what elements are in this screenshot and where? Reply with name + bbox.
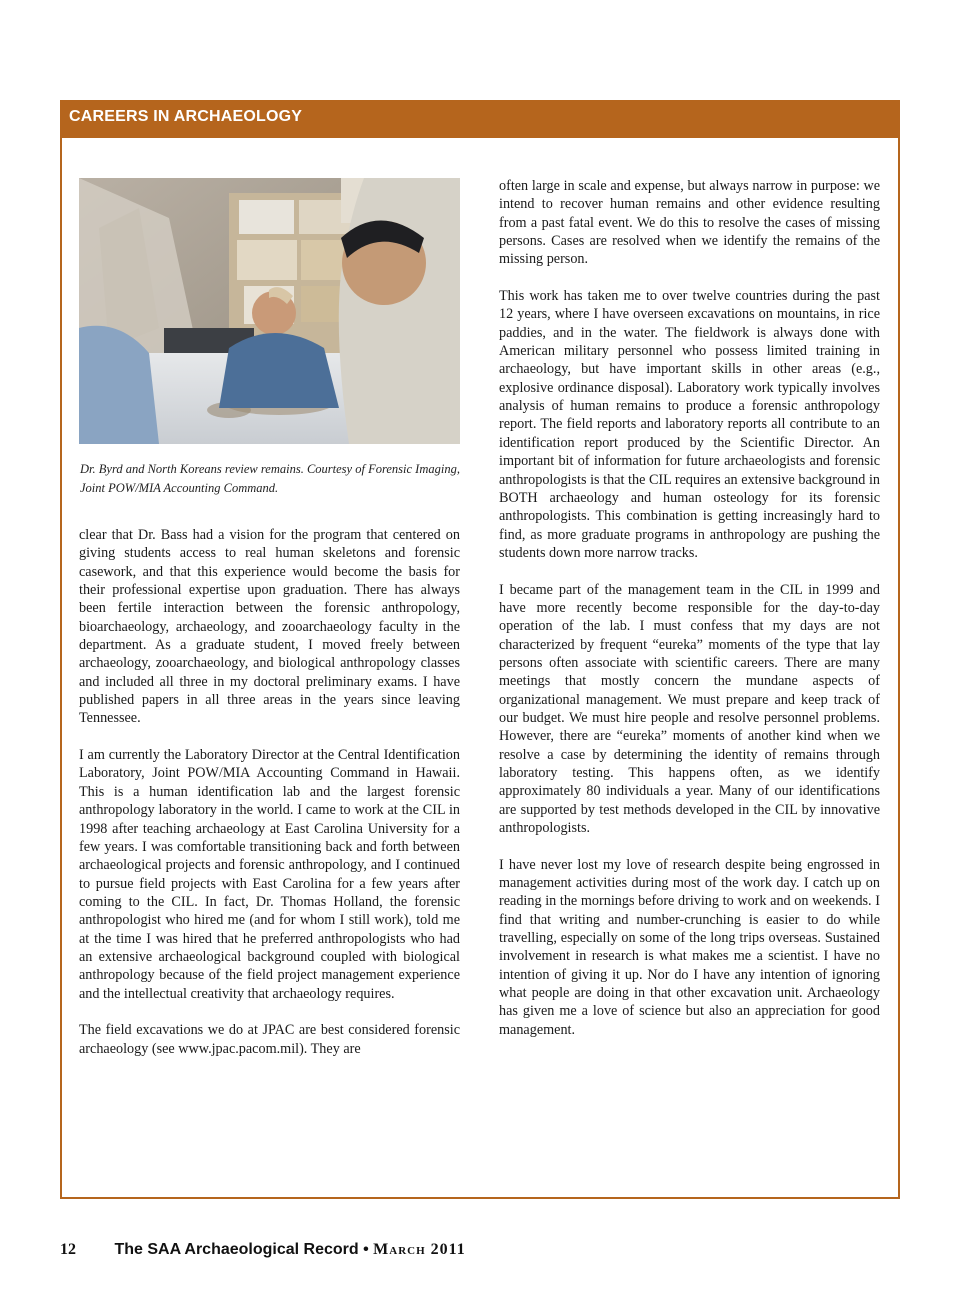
left-paragraph-1: clear that Dr. Bass had a vision for the program that centered on giving students access to real human skeletons and forensic casework, and that this experience would become the basis for their professional expertise upon graduation. There has always been fertile interaction between the forensic anthropology, bioarchaeology, archaeology, and zooarchaeology faculty in the department. As a graduate student, I moved freely between archaeology, zooarchaeology, and biological anthropology classes and included all three in my doctoral preliminary exams. I have published papers in all three areas in the years since leaving Tennessee. <box>79 527 460 727</box>
right-paragraph-3: I became part of the management team in the CIL in 1999 and have more recently become responsible for the day-to-day operation of the lab. I must confess that my days are not characterized by frequent “eureka” moments of the type that lay persons often associate with scientific careers. There are many meetings that mostly concern the mundane aspects of organizational management. We must prepare and keep track of our budget. We must hire people and resolve personnel problems. However, there are “eureka” moments of another kind when we resolve a case by determining the identity of remains through laboratory testing. This happens often, as we identify approximately 80 individuals a year. Many of our identifications are supported by test methods developed in the CIL by innovative anthropologists. <box>499 581 880 837</box>
photo-forensic-lab-tent-icon <box>79 178 460 444</box>
page-number: 12 <box>60 1241 76 1258</box>
right-paragraph-2: This work has taken me to over twelve countries during the past 12 years, where I have overseen excavations on mountains, in rice paddies, and in the water. The fieldwork is always done with American military personnel who possess limited training in archaeology, but have important skills in other areas (e.g., explosive ordinance disposal). Laboratory work typically involves analysis of human remains to produce a forensic anthropology report. The field reports and laboratory reports all contribute to an identification report produced by the Scientific Director. An important bit of information for future archaeologists and forensic anthropologists is that the CIL requires an extensive background in BOTH archaeology and human osteology for its forensic anthropologists. This combination is getting increasingly hard to find, as more graduate programs in anthropology are pushing the students down more narrow tracks. <box>499 288 880 561</box>
photo-caption: Dr. Byrd and North Koreans review remains. Courtesy of Forensic Imaging, Joint POW/MIA Accounting Command. <box>80 462 460 495</box>
footer-separator: • <box>363 1241 369 1258</box>
right-paragraph-1: often large in scale and expense, but always narrow in purpose: we intend to recover human remains and other evidence resulting from a past fatal event. We do this to resolve the cases of missing persons. Cases are resolved when we identify the remains of the missing person. <box>499 178 880 268</box>
left-column <box>79 526 460 1058</box>
publication-title: The SAA Archaeological Record <box>114 1241 359 1258</box>
issue-date: March 2011 <box>373 1241 466 1258</box>
page-footer <box>60 1241 466 1265</box>
left-paragraph-2: I am currently the Laboratory Director at the Central Identification Laboratory, Joint POW/MIA Accounting Command in Hawaii. This is a human identification lab and the largest forensic anthropology laboratory in the world. I came to work at the CIL in 1998 after teaching archaeology at East Carolina University for a few years. I was comfortable transitioning back and forth between archaeological projects and forensic anthropology, and I continued to pursue field projects with East Carolina for a few years after coming to the CIL. In fact, Dr. Thomas Holland, the forensic anthropologist who hired me (and for whom I still work), told me at the time I was hired that he preferred anthropologists who had an extensive archaeological background coupled with biological anthropology because of the field project management experience and the intellectual creativity that archaeology requires. <box>79 747 460 1002</box>
left-paragraph-3: The field excavations we do at JPAC are best considered forensic archaeology (see www.jpac.pacom.mil). They are <box>79 1022 460 1057</box>
article-photo <box>79 178 460 444</box>
section-title: CAREERS IN ARCHAEOLOGY <box>69 108 303 125</box>
right-column <box>499 177 880 1039</box>
section-header-bar <box>60 100 900 138</box>
right-paragraph-4: I have never lost my love of research despite being engrossed in management activities during most of the work day. I catch up on reading in the mornings before driving to work and on weekends. I find that writing and number-crunching is easier to do while travelling, especially on some of the long trips overseas. Sustained involvement in research is what makes me a scientist. I have no intention of giving it up. Nor do I have any intention of ignoring what people are doing in that other excavation unit. Archaeology has given me a love of science but also an appreciation for good management. <box>499 856 880 1038</box>
